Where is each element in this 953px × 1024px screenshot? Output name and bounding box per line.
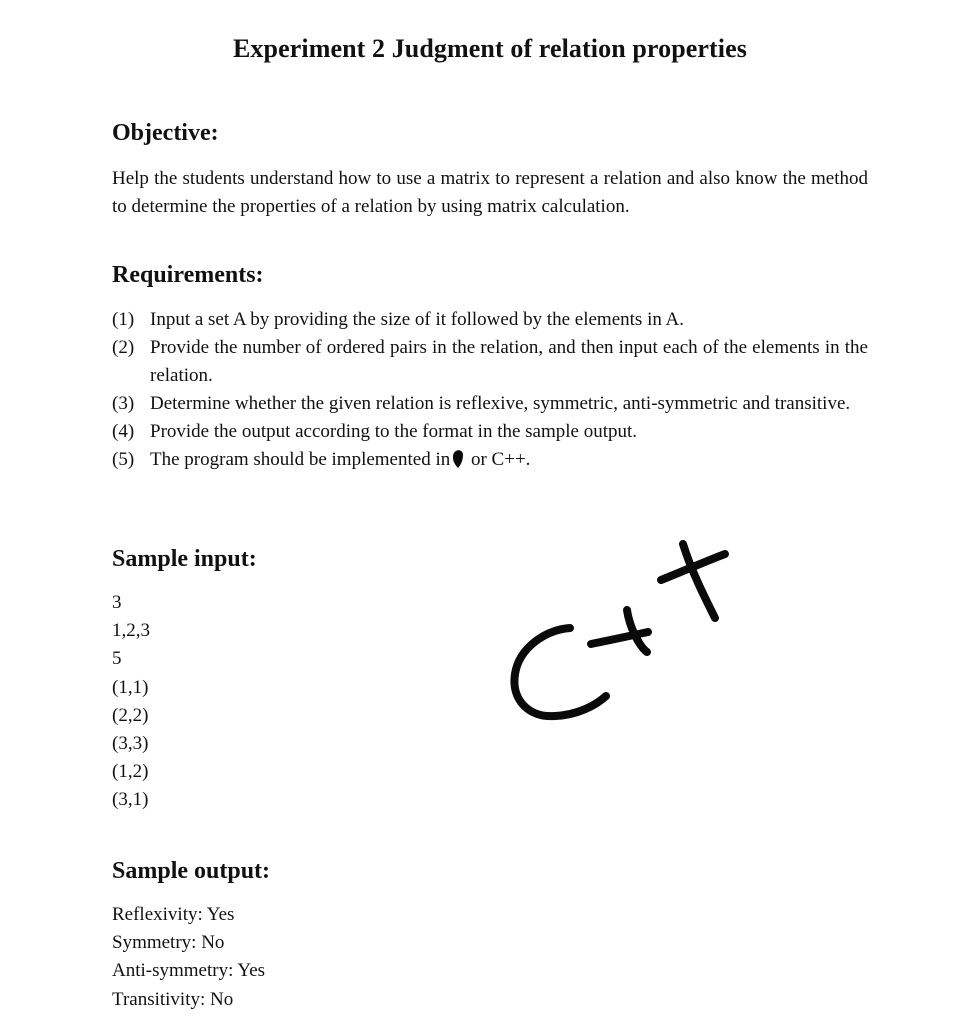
sample-input-line: (2,2) [112, 704, 149, 726]
sample-input-line: 3 [112, 592, 122, 613]
sample-output-line: Transitivity: No [112, 988, 234, 1010]
ink-blot-icon [451, 449, 465, 469]
list-item [112, 390, 868, 418]
list-item [112, 418, 868, 446]
list-item-text-mixed [150, 446, 868, 474]
requirements-list [112, 306, 868, 474]
list-item-text: Input a set A by providing the size of it followed by the elements in A. [150, 309, 685, 330]
sample-output-line: Symmetry: No [112, 932, 225, 954]
page-title: Experiment 2 Judgment of relation properties [232, 34, 747, 63]
list-item [112, 446, 868, 474]
list-item [112, 334, 868, 390]
handwritten-cpp-annotation [505, 540, 745, 725]
list-item-number: (3) [112, 393, 135, 414]
sample-output-heading: Sample output: [112, 858, 271, 884]
list-item-number: (4) [112, 421, 135, 442]
list-item-text: Provide the number of ordered pairs in the relation, and then input each of the elements in the relation. [150, 337, 868, 386]
objective-heading: Objective: [112, 120, 219, 146]
objective-text: Help the students understand how to use a matrix to represent a relation and also know the method to determine the properties of a relation by using matrix calculation. [112, 168, 868, 217]
list-item-text: Determine whether the given relation is reflexive, symmetric, anti-symmetric and transitive. [150, 393, 851, 414]
sample-output-line: Anti-symmetry: Yes [112, 960, 266, 982]
sample-input-heading: Sample input: [112, 546, 257, 572]
sample-output-line: Reflexivity: Yes [112, 904, 235, 925]
list-item-number: (5) [112, 449, 135, 470]
sample-input-line: (3,3) [112, 733, 149, 755]
list-item-number: (1) [112, 309, 135, 330]
list-item [112, 306, 868, 334]
requirements-heading: Requirements: [112, 262, 264, 288]
sample-input-line: 5 [112, 648, 122, 670]
sample-input-lines [112, 589, 150, 815]
sample-input-line: (3,1) [112, 789, 149, 811]
sample-input-line: (1,2) [112, 761, 149, 783]
list-item-text: Provide the output according to the format in the sample output. [150, 421, 638, 442]
sample-input-line: (1,1) [112, 676, 149, 698]
list-item-number: (2) [112, 337, 135, 358]
sample-input-line: 1,2,3 [112, 620, 150, 642]
list-item-text-after: or C++. [470, 449, 531, 470]
list-item-text-before: The program should be implemented in [150, 449, 451, 470]
sample-output-lines [112, 901, 265, 1014]
